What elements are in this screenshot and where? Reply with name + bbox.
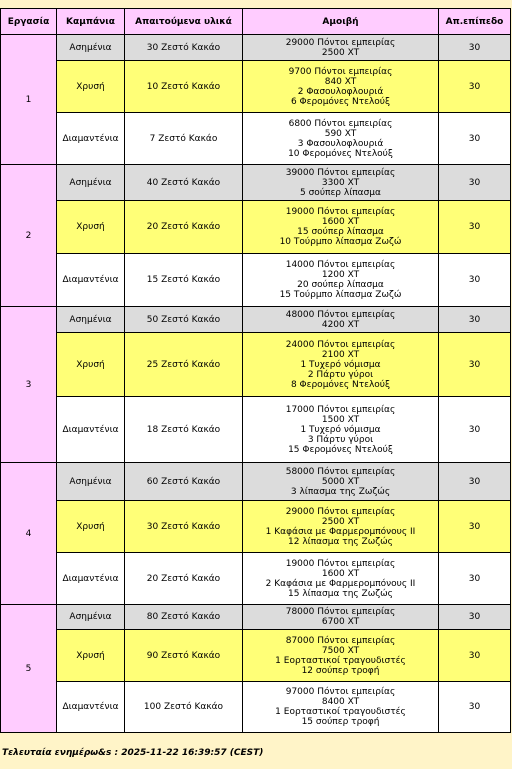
table-row (1, 307, 511, 333)
reward-line: 17000 Πόντοι εμπειρίας (285, 404, 396, 415)
required-level: 30 (439, 333, 511, 397)
reward-line: 24000 Πόντοι εμπειρίας (285, 339, 396, 350)
reward (243, 463, 439, 501)
reward-line: 2500 XT (321, 516, 360, 527)
reward-line: 3 Φασουλοφλουριά (297, 138, 384, 149)
reward-line: 19000 Πόντοι εμπειρίας (285, 558, 396, 569)
reward-line: 19000 Πόντοι εμπειρίας (285, 207, 396, 217)
campaign-tier: Χρυσή (57, 630, 125, 682)
reward-line: 14000 Πόντοι εμπειρίας (285, 260, 396, 270)
reward-line: 2 Καφάσια με Φαρμερομπόνους II (265, 578, 416, 589)
reward-line: 1600 XT (321, 568, 360, 579)
required-level: 30 (439, 682, 511, 733)
materials: 25 Ζεστό Κακάο (125, 333, 243, 397)
reward-line: 15 σούπερ τροφή (301, 717, 380, 727)
campaign-tier: Χρυσή (57, 201, 125, 254)
reward-line: 20 σούπερ λίπασμα (297, 280, 384, 290)
tasks-table (0, 8, 511, 733)
reward-line: 39000 Πόντοι εμπειρίας (285, 167, 396, 178)
table-row (1, 630, 511, 682)
table-row (1, 333, 511, 397)
reward-line: 97000 Πόντοι εμπειρίας (285, 687, 396, 697)
table-row (1, 605, 511, 630)
table-row (1, 113, 511, 165)
reward (243, 254, 439, 307)
table-row (1, 682, 511, 733)
reward-line: 6700 XT (321, 617, 360, 627)
reward-line: 590 XT (324, 128, 357, 139)
required-level: 30 (439, 553, 511, 605)
campaign-tier: Ασημένια (57, 307, 125, 333)
table-row (1, 501, 511, 553)
reward-line: 15 Τούρμπο λίπασμα Ζωζώ (279, 290, 402, 300)
required-level: 30 (439, 605, 511, 630)
reward-line: 5 σούπερ λίπασμα (300, 187, 381, 198)
campaign-tier: Ασημένια (57, 463, 125, 501)
materials: 30 Ζεστό Κακάο (125, 35, 243, 61)
reward-line: 78000 Πόντοι εμπειρίας (285, 607, 396, 617)
required-level: 30 (439, 35, 511, 61)
reward-line: 3300 XT (321, 177, 360, 188)
campaign-tier: Διαμαντένια (57, 682, 125, 733)
reward-line: 6 Φερομόνες Ντελούξ (290, 96, 391, 107)
required-level: 30 (439, 165, 511, 201)
reward-line: 1 Εορταστικοί τραγουδιστές (275, 655, 406, 666)
reward (243, 35, 439, 61)
table-row (1, 61, 511, 113)
table-row (1, 553, 511, 605)
reward-line: 12 σούπερ τροφή (301, 665, 380, 676)
task-id: 1 (1, 35, 57, 165)
reward-line: 2 Φασουλοφλουριά (297, 86, 384, 97)
reward (243, 501, 439, 553)
required-level: 30 (439, 61, 511, 113)
materials: 15 Ζεστό Κακάο (125, 254, 243, 307)
reward-line: 840 XT (324, 76, 357, 87)
table-row (1, 463, 511, 501)
campaign-tier: Διαμαντένια (57, 397, 125, 463)
reward-line: 87000 Πόντοι εμπειρίας (285, 635, 396, 646)
reward (243, 682, 439, 733)
last-updated: Τελευταία ενημέρω&s : 2025-11-22 16:39:57 (CEST) (2, 748, 264, 758)
campaign-tier: Διαμαντένια (57, 254, 125, 307)
task-id: 4 (1, 463, 57, 605)
reward (243, 165, 439, 201)
reward-line: 29000 Πόντοι εμπειρίας (285, 37, 396, 48)
reward-line: 10 Φερομόνες Ντελούξ (288, 148, 393, 159)
table-row (1, 201, 511, 254)
reward-line: 12 λίπασμα της Ζωζώς (288, 536, 393, 547)
campaign-tier: Ασημένια (57, 35, 125, 61)
campaign-tier: Διαμαντένια (57, 113, 125, 165)
table-row (1, 165, 511, 201)
reward (243, 605, 439, 630)
reward-line: 3 λίπασμα της Ζωζώς (290, 486, 391, 497)
header-reward: Αμοιβή (243, 9, 439, 35)
campaign-tier: Χρυσή (57, 61, 125, 113)
reward (243, 61, 439, 113)
reward-line: 1600 XT (321, 217, 360, 227)
reward (243, 113, 439, 165)
reward-line: 1 Εορταστικοί τραγουδιστές (275, 707, 406, 717)
reward-line: 10 Τούρμπο λίπασμα Ζωζώ (279, 237, 402, 247)
materials: 20 Ζεστό Κακάο (125, 553, 243, 605)
table-row (1, 254, 511, 307)
required-level: 30 (439, 113, 511, 165)
header-level: Απ.επίπεδο (439, 9, 511, 35)
required-level: 30 (439, 501, 511, 553)
reward-line: 15 Φερομόνες Ντελούξ (288, 444, 393, 455)
required-level: 30 (439, 463, 511, 501)
reward (243, 630, 439, 682)
materials: 18 Ζεστό Κακάο (125, 397, 243, 463)
materials: 90 Ζεστό Κακάο (125, 630, 243, 682)
reward (243, 553, 439, 605)
materials: 7 Ζεστό Κακάο (125, 113, 243, 165)
materials: 60 Ζεστό Κακάο (125, 463, 243, 501)
reward-line: 15 σούπερ λίπασμα (297, 227, 384, 237)
campaign-tier: Ασημένια (57, 605, 125, 630)
required-level: 30 (439, 630, 511, 682)
task-id: 3 (1, 307, 57, 463)
reward-line: 5000 XT (321, 476, 360, 487)
reward-line: 15 λίπασμα της Ζωζώς (288, 588, 393, 599)
materials: 10 Ζεστό Κακάο (125, 61, 243, 113)
table-row (1, 35, 511, 61)
reward-line: 29000 Πόντοι εμπειρίας (285, 506, 396, 517)
reward-line: 1 Τυχερό νόμισμα (300, 359, 381, 370)
reward-line: 8400 XT (321, 697, 360, 707)
reward (243, 333, 439, 397)
task-id: 5 (1, 605, 57, 733)
reward (243, 397, 439, 463)
header-campaign: Καμπάνια (57, 9, 125, 35)
reward-line: 1 Τυχερό νόμισμα (300, 424, 381, 435)
table-row (1, 397, 511, 463)
reward-line: 9700 Πόντοι εμπειρίας (288, 66, 393, 77)
required-level: 30 (439, 307, 511, 333)
materials: 100 Ζεστό Κακάο (125, 682, 243, 733)
reward (243, 201, 439, 254)
reward-line: 6800 Πόντοι εμπειρίας (288, 118, 393, 129)
required-level: 30 (439, 397, 511, 463)
reward-line: 1200 XT (321, 270, 360, 280)
reward-line: 48000 Πόντοι εμπειρίας (285, 309, 396, 320)
materials: 20 Ζεστό Κακάο (125, 201, 243, 254)
materials: 50 Ζεστό Κακάο (125, 307, 243, 333)
campaign-tier: Ασημένια (57, 165, 125, 201)
materials: 40 Ζεστό Κακάο (125, 165, 243, 201)
materials: 80 Ζεστό Κακάο (125, 605, 243, 630)
task-id: 2 (1, 165, 57, 307)
reward (243, 307, 439, 333)
header-materials: Απαιτούμενα υλικά (125, 9, 243, 35)
required-level: 30 (439, 201, 511, 254)
reward-line: 2500 XT (321, 47, 360, 58)
reward-line: 1500 XT (321, 414, 360, 425)
campaign-tier: Χρυσή (57, 333, 125, 397)
reward-line: 7500 XT (321, 645, 360, 656)
campaign-tier: Χρυσή (57, 501, 125, 553)
campaign-tier: Διαμαντένια (57, 553, 125, 605)
required-level: 30 (439, 254, 511, 307)
reward-line: 4200 XT (321, 319, 360, 330)
reward-line: 8 Φερομόνες Ντελούξ (290, 379, 391, 390)
reward-line: 2 Πάρτυ γύροι (307, 369, 374, 380)
reward-line: 2100 XT (321, 349, 360, 360)
materials: 30 Ζεστό Κακάο (125, 501, 243, 553)
reward-line: 3 Πάρτυ γύροι (307, 434, 374, 445)
reward-line: 58000 Πόντοι εμπειρίας (285, 466, 396, 477)
header-row (1, 9, 511, 35)
header-task: Εργασία (1, 9, 57, 35)
reward-line: 1 Καφάσια με Φαρμερομπόνους II (265, 526, 416, 537)
